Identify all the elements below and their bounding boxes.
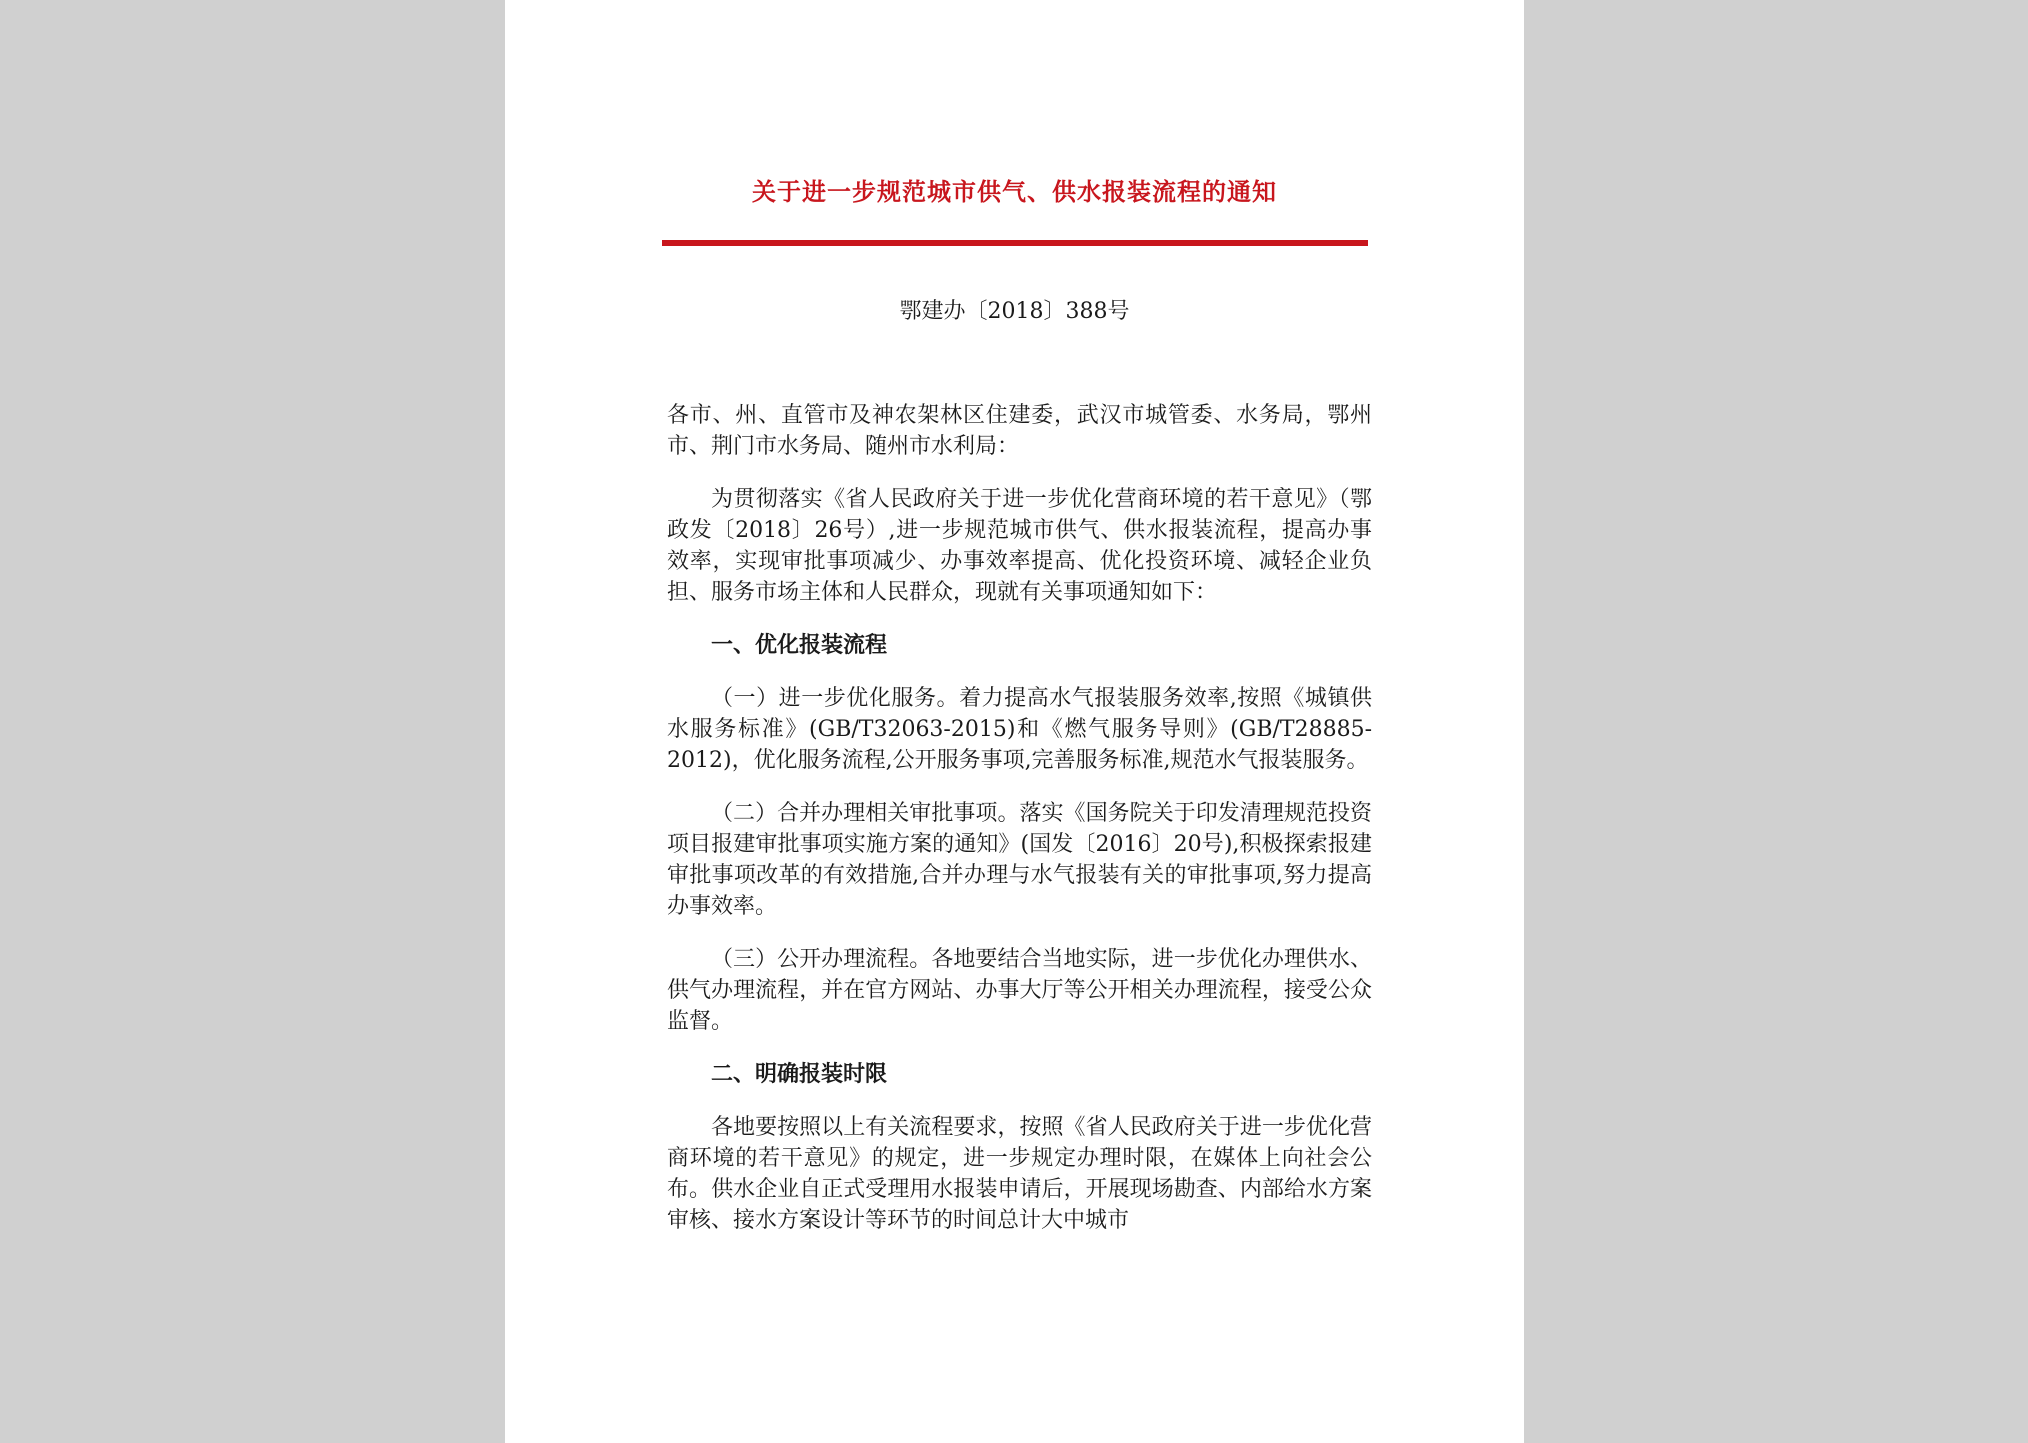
section-heading-1: 一、优化报装流程 [711, 632, 888, 658]
addressee-paragraph: 各市、州、直管市及神农架林区住建委，武汉市城管委、水务局，鄂州市、荆门市水务局、随州市水利局： [667, 403, 1372, 459]
intro-paragraph: 为贯彻落实《省人民政府关于进一步优化营商环境的若干意见》（鄂政发〔2018〕26号）,进一步规范城市供气、供水报装流程，提高办事效率，实现审批事项减少、办事效率提高、优化投资环境、减轻企业负担、服务市场主体和人民群众，现就有关事项通知如下： [667, 487, 1372, 605]
section1-item-2: （二）合并办理相关审批事项。落实《国务院关于印发清理规范投资项目报建审批事项实施方案的通知》(国发〔2016〕20号),积极探索报建审批事项改革的有效措施,合并办理与水气报装有关的审批事项,努力提高办事效率。 [667, 801, 1372, 919]
document-number: 鄂建办〔2018〕388号 [899, 299, 1130, 324]
document-title: 关于进一步规范城市供气、供水报装流程的通知 [752, 177, 1277, 206]
section-heading-2: 二、明确报装时限 [711, 1061, 888, 1087]
document-body [667, 400, 1372, 1258]
section1-item-1: （一）进一步优化服务。着力提高水气报装服务效率,按照《城镇供水服务标准》(GB/T32063-2015)和《燃气服务导则》(GB/T28885-2012)，优化服务流程,公开服务事项,完善服务标准,规范水气报装服务。 [667, 686, 1372, 773]
section1-item-3: （三）公开办理流程。各地要结合当地实际，进一步优化办理供水、供气办理流程，并在官方网站、办事大厅等公开相关办理流程，接受公众监督。 [667, 947, 1372, 1034]
title-divider-rule [662, 240, 1368, 246]
document-page [505, 0, 1524, 1443]
section2-paragraph: 各地要按照以上有关流程要求，按照《省人民政府关于进一步优化营商环境的若干意见》的规定，进一步规定办理时限，在媒体上向社会公布。供水企业自正式受理用水报装申请后，开展现场勘查、内部给水方案审核、接水方案设计等环节的时间总计大中城市 [667, 1115, 1372, 1233]
